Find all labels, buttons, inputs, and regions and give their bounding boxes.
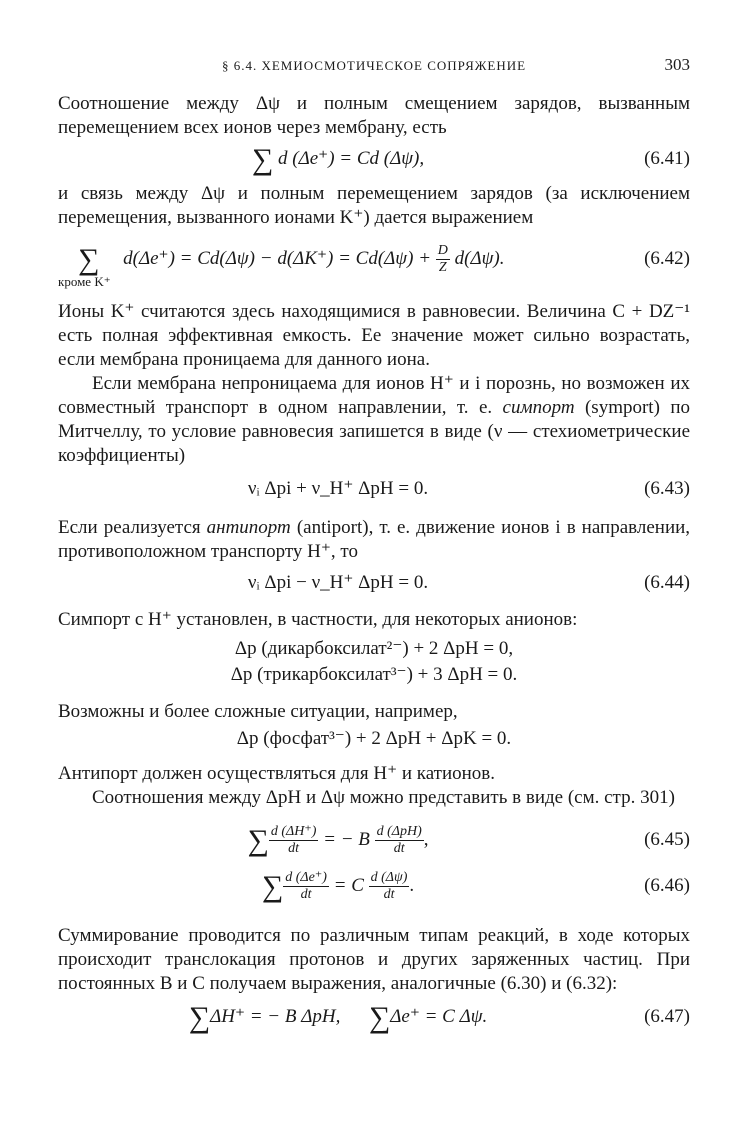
paragraph-1: Соотношение между Δψ и полным смещением зарядов, вызванным перемещением всех ионов через мембрану, есть — [58, 93, 690, 138]
paragraph-3: Ионы K⁺ считаются здесь находящимися в равновесии. Величина C + DZ⁻¹ есть полная эффективная емкость. Ее значение может сильно возрастать, если мембрана проницаема для данного иона. — [58, 301, 690, 370]
sum-symbol: ∑ — [251, 143, 274, 176]
equation-6-43: νᵢ Δpi + ν_H⁺ ΔpH = 0. (6.43) — [58, 476, 690, 502]
equation-6-44: νᵢ Δpi − ν_H⁺ ΔpH = 0. (6.44) — [58, 570, 690, 596]
term-antiport: антипорт — [206, 517, 291, 538]
page-number: 303 — [664, 55, 690, 74]
sum-symbol: ∑ — [188, 1001, 211, 1034]
sum-symbol: ∑ — [261, 870, 284, 903]
page — [58, 52, 691, 1034]
equation-dicarboxylate: Δp (дикарбоксилат²⁻) + 2 ΔpH = 0, — [234, 638, 514, 659]
sum-symbol: ∑ — [247, 824, 269, 857]
section-title: § 6.4. ХЕМИОСМОТИЧЕСКОЕ СОПРЯЖЕНИЕ — [221, 58, 527, 73]
running-header — [58, 52, 690, 76]
sum-subscript: кроме K⁺ — [58, 274, 111, 289]
eq-number: (6.46) — [644, 875, 690, 896]
equation-6-47: ∑ΔH⁺ = − B ΔpH, ∑Δe⁺ = C Δψ. (6.47) — [188, 1001, 690, 1034]
fraction: $\frac{D}{Z}$ — [437, 243, 448, 276]
paragraph-4: Если мембрана непроницаема для ионов H⁺ и i порознь, но возможен их совместный транспорт в одном направлении, т. е. симпорт (symport) по Митчеллу, то условие равновесия запишется в виде (ν — стехиометрические коэффициенты) — [58, 373, 690, 466]
sum-symbol: ∑ — [78, 243, 100, 276]
paragraph-10: Суммирование проводится по различным типам реакций, в ходе которых происходит транслокация протонов и других заряженных частиц. При постоянных B и C получаем выражения, аналогичные (6.30) и (6.32): — [58, 925, 690, 994]
paragraph-2: и связь между Δψ и полным перемещением зарядов (за исключением перемещения, вызванного ионами K⁺) дается выражением — [58, 183, 690, 228]
paragraph-8: Антипорт должен осуществляться для H⁺ и катионов. — [58, 763, 496, 784]
eq-number: (6.43) — [644, 478, 690, 499]
paragraph-7: Возможны и более сложные ситуации, например, — [58, 701, 458, 722]
equation-6-46: ∑ $\frac{d (\Delta e^+)}{dt}$ = C $\frac{d (\Delta\psi)}{dt}$ . (6.46) — [58, 866, 690, 906]
equation-6-41: ∑ d (Δe⁺) = Cd (Δψ), (6.41) — [251, 143, 690, 176]
equation-tricarboxylate: Δp (трикарбоксилат³⁻) + 3 ΔpH = 0. — [230, 664, 518, 685]
eq-number: (6.42) — [644, 248, 690, 269]
eq-number: (6.45) — [644, 829, 690, 850]
paragraph-6: Симпорт с H⁺ установлен, в частности, для некоторых анионов: — [58, 609, 578, 630]
paragraph-5: Если реализуется антипорт (antiport), т. е. движение ионов i в направлении, противоположном транспорту H⁺, то — [58, 517, 691, 562]
term-symport: симпорт — [502, 397, 575, 418]
equation-6-45: ∑ $\frac{d (\Delta H^+)}{dt}$ = − B $\frac{\text{d (ΔpH)}}{dt}$ , (6.45) — [58, 820, 690, 860]
eq-number: (6.41) — [644, 148, 690, 169]
sum-symbol: ∑ — [368, 1001, 391, 1034]
eq-number: (6.47) — [644, 1006, 690, 1027]
equation-6-42: ∑ d(Δe⁺) = Cd(Δψ) − d(ΔK⁺) = Cd(Δψ) + $\frac{D}{Z}$ d(Δψ). (6.42) — [78, 243, 690, 276]
eq-number: (6.44) — [644, 572, 690, 593]
equation-phosphate: Δp (фосфат³⁻) + 2 ΔpH + ΔpK = 0. — [236, 728, 512, 749]
paragraph-9: Соотношения между ΔpH и Δψ можно представить в виде (см. стр. 301) — [92, 787, 675, 808]
